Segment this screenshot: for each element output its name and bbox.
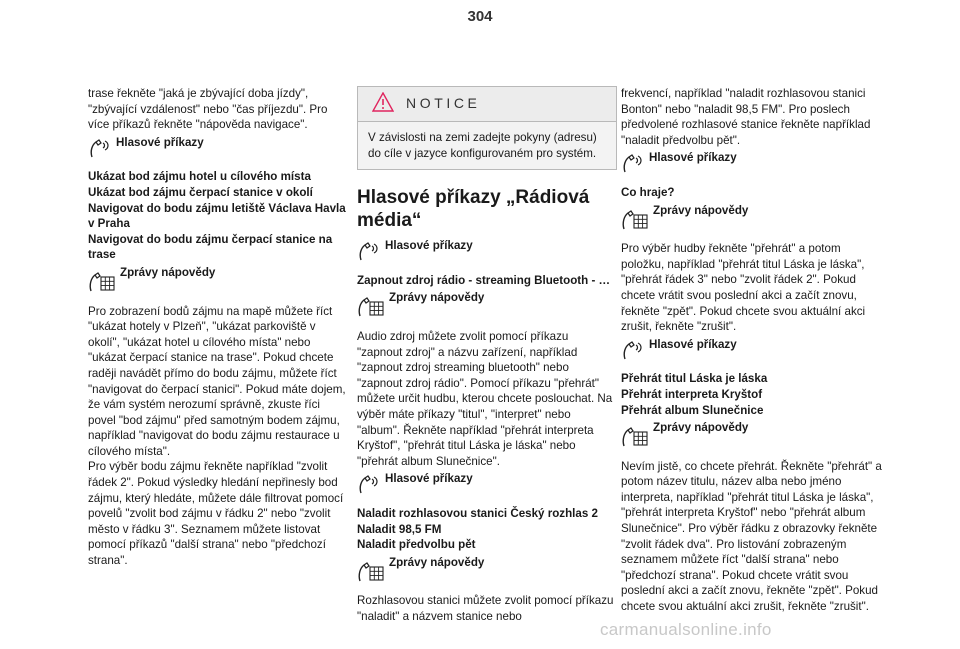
voice-commands-label: Hlasové příkazy: [116, 135, 204, 149]
command-line: Naladit 98,5 FM: [357, 522, 442, 536]
voice-command-icon: [621, 152, 645, 179]
help-messages-header: [621, 420, 883, 453]
col3-intro: frekvencí, například "naladit rozhlasovou stanici Bonton" nebo "naladit 98,5 FM". Pro poslech předvolené rozhlasové stanice řekněte například "naladit předvolbu pět".: [621, 87, 871, 147]
voice-command-icon: [88, 137, 112, 164]
help-messages-icon: [621, 205, 649, 236]
col1-intro: trase řekněte "jaká je zbývající doba jízdy", "zbývající vzdálenost" nebo "čas příjezdu". Pro více příkazů řekněte "nápověda navigace".: [88, 87, 328, 132]
help-text: Pro zobrazení bodů zájmu na mapě můžete říct "ukázat hotely v Plzeň", "ukázat parkoviště v okolí", "ukázat hotel u cílového místa" nebo "ukázat čerpací stanice na trase". Pokud chcete raději navádět přímo do bodu zájmu, můžete říct "navigovat do čerpací stanici". Pokud máte dojem, že vám systém nerozumí správně, zkuste říci povel "bod zájmu" před samotným bodem zájmu, například "navigovat do bodu zájmu restaurace u cílového místa".: [88, 304, 346, 458]
command-line: Přehrát interpreta Kryštof: [621, 387, 763, 401]
voice-commands-header: [88, 135, 346, 164]
command-line: Co hraje?: [621, 185, 675, 199]
column-3: [621, 86, 883, 615]
command-line: Navigovat do bodu zájmu čerpací stanice na trase: [88, 232, 333, 262]
command-line: Naladit předvolbu pět: [357, 538, 476, 552]
voice-commands-header: [357, 471, 615, 500]
help-messages-label: Zprávy nápovědy: [120, 265, 216, 279]
command-line: Zapnout zdroj rádio - streaming Bluetooth - …: [357, 273, 611, 287]
warning-triangle-icon: [372, 92, 394, 117]
help-messages-label: Zprávy nápovědy: [389, 555, 485, 569]
help-messages-icon: [88, 267, 116, 298]
voice-command-icon: [357, 240, 381, 267]
voice-commands-header: [357, 238, 615, 267]
help-text: Nevím jistě, co chcete přehrát. Řekněte "přehrát" a potom název titulu, název alba nebo jméno interpreta, například "přehrát titul Láska je láska", "přehrát interpreta Kryštof" nebo "přehrát album Slunečnice". Pro výběr řádku z obrazovky řekněte "zvolit řádek dva". Pro listování zobrazeným seznamem můžete říct "další strana" nebo "předchozí strana". Pokud chcete vrátit svou poslední akci a začít znovu, řekněte "zpět". Pokud chcete svou aktuální akci zrušit, řekněte "zrušit".: [621, 459, 882, 614]
voice-commands-label: Hlasové příkazy: [649, 337, 737, 351]
page-number: 304: [467, 8, 493, 25]
column-1: [88, 86, 346, 569]
voice-commands-header: [621, 150, 883, 179]
command-line: Ukázat bod zájmu hotel u cílového místa: [88, 170, 311, 184]
voice-commands-header: [621, 337, 883, 366]
help-text: Audio zdroj můžete zvolit pomocí příkazu "zapnout zdroj" a názvu zařízení, například "zapnout zdroj streaming bluetooth" nebo "zapnout zdroj rádio". Pomocí příkazu "přehrát" můžete určit hudbu, kterou chcete poslouchat. Na výběr máte příkazy "titul", "interpret" nebo "album". Řekněte například "přehrát interpreta Kryštof", "přehrát titul Láska je láska" nebo "přehrát album Slunečnice".: [357, 329, 613, 468]
command-line: Ukázat bod zájmu čerpací stanice v okolí: [88, 185, 313, 199]
section-title: Hlasové příkazy „Rádiová média“: [357, 187, 590, 232]
notice-title: NOTICE: [406, 95, 481, 112]
command-line: Přehrát album Slunečnice: [621, 403, 764, 417]
help-messages-header: [88, 265, 346, 298]
voice-commands-label: Hlasové příkazy: [385, 239, 473, 253]
help-text: Pro výběr hudby řekněte "přehrát" a potom položku, například "přehrát titul Láska je láska", "přehrát řádek 3" nebo "zvolit řádek 2". Pokud chcete vrátit svou poslední akci a začít znovu, řekněte "zpět". Pokud chcete svou aktuální akci zrušit, řekněte "zrušit".: [621, 242, 866, 334]
notice-header: [358, 87, 616, 122]
help-messages-label: Zprávy nápovědy: [653, 203, 749, 217]
column-2: [357, 86, 615, 624]
help-messages-icon: [357, 292, 385, 323]
voice-commands-label: Hlasové příkazy: [649, 151, 737, 165]
help-text: Rozhlasovou stanici můžete zvolit pomocí příkazu "naladit" a názvem stanice nebo: [357, 594, 614, 623]
command-line: Přehrát titul Láska je láska: [621, 372, 768, 386]
help-messages-label: Zprávy nápovědy: [653, 421, 749, 435]
help-messages-header: [357, 290, 615, 323]
voice-command-icon: [357, 473, 381, 500]
help-messages-icon: [357, 557, 385, 588]
help-messages-header: [621, 203, 883, 236]
help-text: Pro výběr bodu zájmu řekněte například "zvolit řádek 2". Pokud výsledky hledání nepřinesly bod zájmu, který hledáte, můžete dále filtrovat pomocí povelů "zvolit bod zájmu v řádku 2" nebo "zvolit město v řádku 3". Seznamem můžete listovat pomocí příkazů "další strana" nebo "předchozí strana".: [88, 460, 344, 568]
help-messages-label: Zprávy nápovědy: [389, 291, 485, 305]
notice-text: V závislosti na zemi zadejte pokyny (adresu) do cíle v jazyce konfigurovaném pro systém.: [368, 131, 597, 160]
help-messages-header: [357, 555, 615, 588]
notice-box: [357, 86, 617, 170]
command-line: Navigovat do bodu zájmu letiště Václava Havla v Praha: [88, 201, 346, 231]
voice-commands-label: Hlasové příkazy: [385, 472, 473, 486]
watermark: carmanualsonline.info: [600, 620, 772, 639]
command-line: Naladit rozhlasovou stanici Český rozhlas 2: [357, 506, 598, 520]
voice-command-icon: [621, 339, 645, 366]
help-messages-icon: [621, 422, 649, 453]
